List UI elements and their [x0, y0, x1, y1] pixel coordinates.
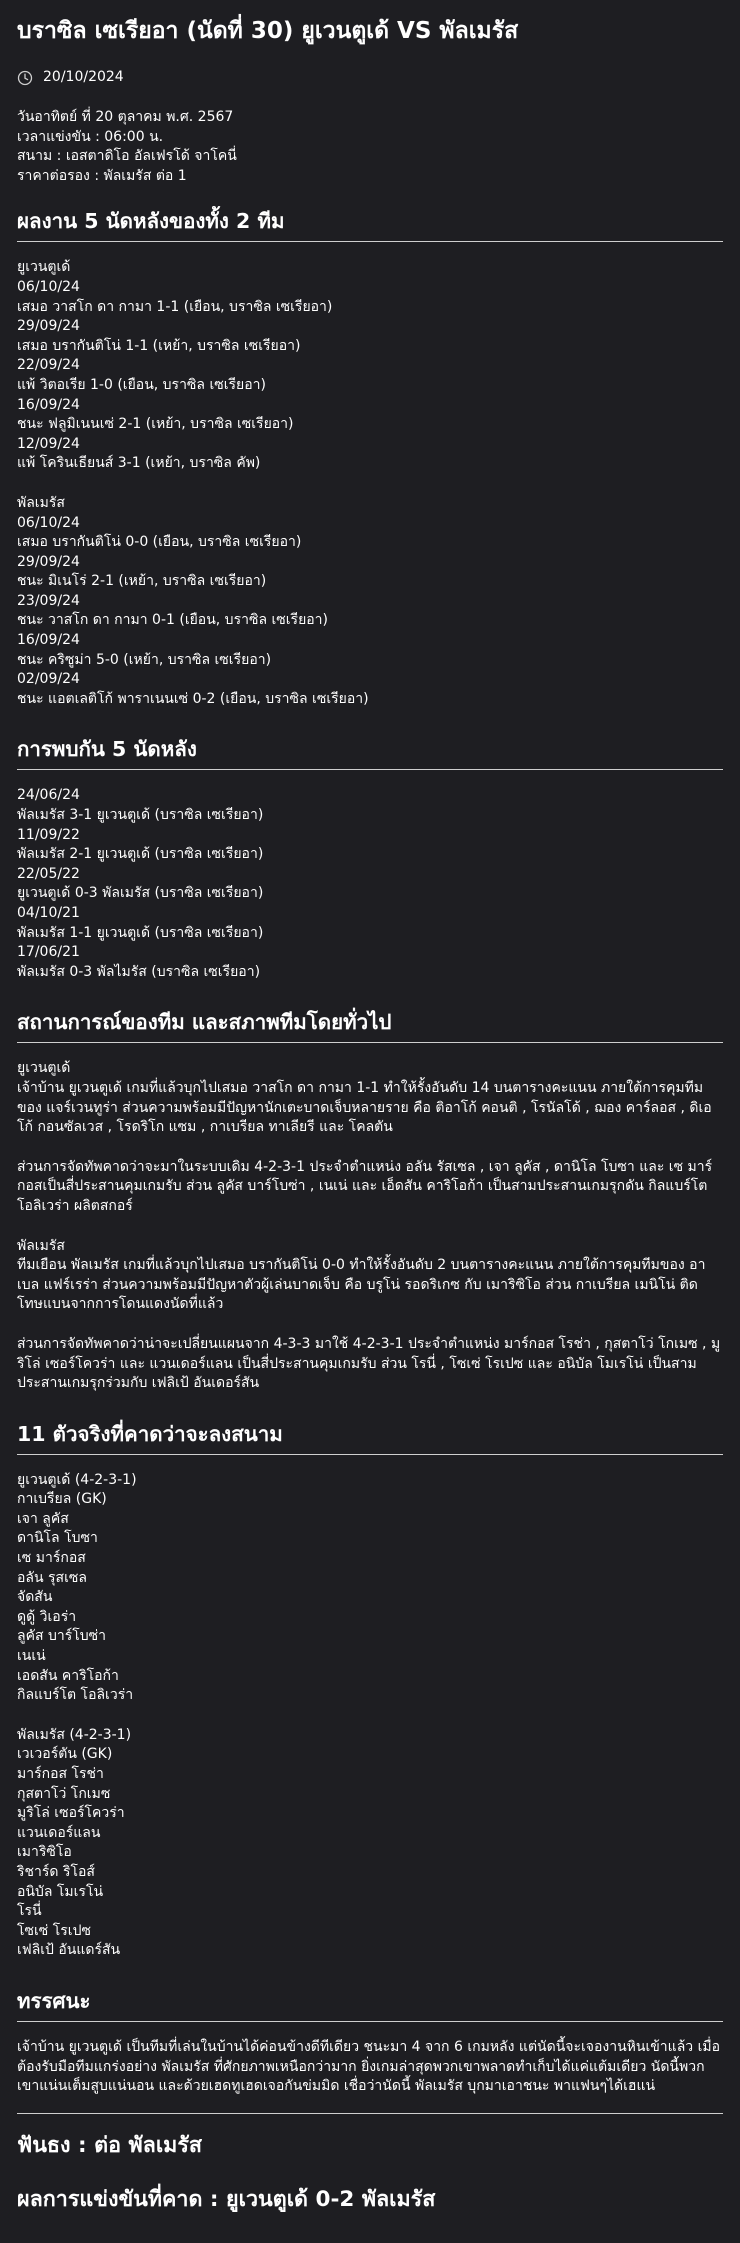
- lineup-team-home: [17, 1471, 723, 1706]
- team-name: ยูเวนตูเด้: [17, 259, 71, 276]
- list-item: มาร์กอส โรช่า: [17, 1766, 104, 1782]
- list-item: 22/05/22: [17, 865, 80, 882]
- list-item: เสมอ วาสโก ดา กามา 1-1 (เยือน, บราซิล เซเรียอา): [17, 298, 333, 315]
- list-item: จัดสัน: [17, 1589, 53, 1606]
- list-item: ลูคัส บาร์โบซ่า: [17, 1628, 106, 1645]
- list-item: เอดสัน คาริโอก้า: [17, 1667, 119, 1684]
- list-item: เฟลิเป้ อันแดร์สัน: [17, 1942, 121, 1959]
- list-item: พัลเมรัส 3-1 ยูเวนตูเด้ (บราซิล เซเรียอา): [17, 807, 264, 824]
- list-item: 06/10/24: [17, 514, 80, 531]
- list-item: โซเซ่ โรเปซ: [17, 1922, 91, 1939]
- h2h-list: [17, 786, 723, 982]
- list-item: แพ้ วิตอเรีย 1-0 (เยือน, บราซิล เซเรียอา): [17, 376, 266, 393]
- team-name: พัลเมรัส: [17, 494, 65, 511]
- h2h-heading: การพบกัน 5 นัดหลัง: [17, 737, 197, 762]
- team-name: พัลเมรัส: [17, 1237, 65, 1254]
- list-item: 12/09/24: [17, 435, 80, 452]
- lineup-heading: 11 ตัวจริงที่คาดว่าจะลงสนาม: [17, 1421, 283, 1446]
- list-item: 04/10/21: [17, 905, 80, 921]
- team-news-paragraph: ทีมเยือน พัลเมรัส เกมที่แล้วบุกไปเสมอ บรากันติโน่ 0-0 ทำให้รั้งอันดับ 2 บนตารางคะแนน ภายใต้การคุมทีมของ อาเบล แฟร์เรร่า ส่วนความพร้อมมีปัญหาตัวผู้เล่นบาดเจ็บ คือ บรูโน่ รอดริเกซ กับ เมาริซิโอ ส่วน กาเบรียล เมนิโน่ ติดโทษแบนจากการโดนแดงนัดที่แล้ว: [17, 1257, 706, 1313]
- list-item: ชนะ แอตเลติโก้ พาราเนนเซ่ 0-2 (เยือน, บราซิล เซเรียอา): [17, 690, 369, 707]
- list-item: เจา ลูคัส: [17, 1510, 69, 1527]
- list-item: แพ้ โครินเธียนส์ 3-1 (เหย้า, บราซิล คัพ): [17, 455, 261, 472]
- list-item: เวเวอร์ตัน (GK): [17, 1746, 113, 1763]
- form-team-home: [17, 258, 723, 474]
- team-formation-paragraph: ส่วนการจัดทัพคาดว่าน่าจะเปลี่ยนแผนจาก 4-3-3 มาใช้ 4-2-3-1 ประจำตำแหน่ง มาร์กอส โรช่า , กุสตาโว่ โกเมซ , มูริโล่ เซอร์โควร่า และ แวนเดอร์แลน เป็นสี่ประสานคุมเกมรับ ส่วน โรนี่ , โซเซ่ โรเปซ และ อนิบัล โมเรโน่ เป็นสามประสานเกมรุกร่วมกับ เฟลิเป้ อันเดอร์สัน: [17, 1335, 721, 1392]
- clock-icon: [17, 70, 33, 86]
- team-news-paragraph: เจ้าบ้าน ยูเวนตูเด้ เกมที่แล้วบุกไปเสมอ วาสโก ดา กามา 1-1 ทำให้รั้งอันดับ 14 บนตารางคะแนน ภายใต้การคุมทีมของ แจร์เวนทูร่า ส่วนความพร้อมมีปัญหานักเตะบาดเจ็บหลายราย คือ ติอาโก้ คอนติ , โรนัลโด้ , ฌอง คาร์ลอส , ดิเอโก้ กอนซัลเวส , โรดริโก แซม , กาเบรียล ทาเลียรี และ โคลตัน: [17, 1079, 712, 1136]
- list-item: 29/09/24: [17, 553, 80, 570]
- list-item: ชนะ คริซูม่า 5-0 (เหย้า, บราซิล เซเรียอา): [17, 651, 272, 668]
- list-item: โรนี่: [17, 1903, 42, 1920]
- list-item: เสมอ บรากันติโน่ 1-1 (เหย้า, บราซิล เซเรียอา): [17, 337, 301, 354]
- list-item: เสมอ บรากันติโน่ 0-0 (เยือน, บราซิล เซเรียอา): [17, 534, 302, 551]
- handicap: ราคาต่อรอง : พัลเมรัส ต่อ 1: [17, 167, 187, 184]
- team-formation-paragraph: ส่วนการจัดทัพคาดว่าจะมาในระบบเดิม 4-2-3-1 ประจำตำแหน่ง อลัน รัสเซล , เจา ลูคัส , ดานิโล โบซา และ เซ มาร์กอสเป็นสี่ประสานคุมเกมรับ ส่วน ลูคัส บาร์โบซ่า , เนเน่ และ เอ็ดสัน คาริโอก้า เป็นสามประสานเกมรุกดัน กิลแบร์โต โอลิเวร่า ผลิตสกอร์: [17, 1158, 713, 1214]
- list-item: 11/09/22: [17, 826, 80, 843]
- list-item: เนเน่: [17, 1648, 46, 1665]
- list-item: ชนะ มิเนโร่ 2-1 (เหย้า, บราซิล เซเรียอา): [17, 573, 267, 590]
- list-item: กุสตาโว่ โกเมซ: [17, 1785, 111, 1802]
- list-item: ยูเวนตูเด้ 0-3 พัลเมรัส (บราซิล เซเรียอา): [17, 885, 264, 902]
- list-item: 24/06/24: [17, 787, 80, 804]
- kickoff-time: เวลาแข่งขัน : 06:00 น.: [17, 128, 164, 145]
- status-team-away: [17, 1237, 723, 1394]
- list-item: อลัน รุสเซล: [17, 1569, 87, 1586]
- match-day: วันอาทิตย์ ที่ 20 ตุลาคม พ.ศ. 2567: [17, 109, 234, 125]
- list-item: 02/09/24: [17, 671, 80, 688]
- list-item: ดานิโล โบซา: [17, 1530, 98, 1547]
- list-item: พัลเมรัส 2-1 ยูเวนตูเด้ (บราซิล เซเรียอา): [17, 846, 264, 863]
- opinion-text: เจ้าบ้าน ยูเวนตูเด้ เป็นทีมที่เล่นในบ้านได้ค่อนข้างดีทีเดียว ชนะมา 4 จาก 6 เกมหลัง แต่นัดนี้จะเจองานหินเข้าแล้ว เมื่อต้องรับมือทีมแกร่งอย่าง พัลเมรัส ที่ศักยภาพเหนือกว่ามาก ยิ่งเกมล่าสุดพวกเขาพลาดทำเก็บได้แค่แต้มเดียว นัดนี้พวกเขาแน่นเต็มสูบแน่นอน และด้วยเฮดทูเฮดเจอกันข่มมิด เชื่อว่านัดนี้ พัลเมรัส บุกมาเอาชนะ พาแฟนๆได้เฮแน่: [17, 2038, 721, 2095]
- list-item: ชนะ ฟลูมิเนนเซ่ 2-1 (เหย้า, บราซิล เซเรียอา): [17, 416, 294, 433]
- verdict-prediction: ผลการแข่งขันที่คาด : ยูเวนตูเด้ 0-2 พัลเมรัส: [17, 2186, 436, 2212]
- list-item: ดูดู้ วิเอร่า: [17, 1608, 77, 1625]
- list-item: 22/09/24: [17, 357, 80, 374]
- list-item: มูริโล่ เซอร์โควร่า: [17, 1805, 125, 1822]
- list-item: กาเบรียล (GK): [17, 1491, 107, 1508]
- list-item: 06/10/24: [17, 278, 80, 295]
- list-item: กิลแบร์โต โอลิเวร่า: [17, 1687, 134, 1704]
- form-heading: ผลงาน 5 นัดหลังของทั้ง 2 ทีม: [17, 209, 285, 234]
- list-item: 29/09/24: [17, 318, 80, 335]
- status-team-home: [17, 1059, 723, 1216]
- list-item: เซ มาร์กอส: [17, 1550, 86, 1567]
- team-name: ยูเวนตูเด้: [17, 1060, 71, 1077]
- list-item: 23/09/24: [17, 592, 80, 609]
- opinion-heading: ทรรศนะ: [17, 1988, 91, 2013]
- lineup-team-away: [17, 1726, 723, 1961]
- list-item: ชนะ วาสโก ดา กามา 0-1 (เยือน, บราซิล เซเรียอา): [17, 612, 329, 629]
- list-item: เมาริซิโอ: [17, 1844, 72, 1861]
- list-item: 16/09/24: [17, 632, 80, 649]
- list-item: 17/06/21: [17, 944, 80, 961]
- list-item: อนิบัล โมเรโน่: [17, 1883, 104, 1900]
- list-item: แวนเดอร์แลน: [17, 1824, 101, 1841]
- form-team-away: [17, 494, 723, 710]
- list-item: พัลเมรัส 0-3 พัลไมรัส (บราซิล เซเรียอา): [17, 963, 261, 980]
- match-info: [17, 108, 723, 186]
- status-heading: สถานการณ์ของทีม และสภาพทีมโดยทั่วไป: [17, 1010, 392, 1035]
- list-item: พัลเมรัส 1-1 ยูเวนตูเด้ (บราซิล เซเรียอา): [17, 924, 264, 941]
- list-item: 16/09/24: [17, 396, 80, 413]
- team-name: พัลเมรัส (4-2-3-1): [17, 1726, 132, 1743]
- list-item: ริชาร์ด ริโอส์: [17, 1863, 95, 1880]
- stadium: สนาม : เอสตาดิโอ อัลเฟรโด้ จาโคนี่: [17, 148, 237, 165]
- team-name: ยูเวนตูเด้ (4-2-3-1): [17, 1471, 137, 1488]
- article-title: บราซิล เซเรียอา (นัดที่ 30) ยูเวนตูเด้ VS พัลเมรัส: [17, 18, 519, 44]
- publish-date: 20/10/2024: [43, 69, 124, 86]
- publish-date-row: [17, 68, 723, 88]
- verdict-pick: ฟันธง : ต่อ พัลเมรัส: [17, 2132, 203, 2158]
